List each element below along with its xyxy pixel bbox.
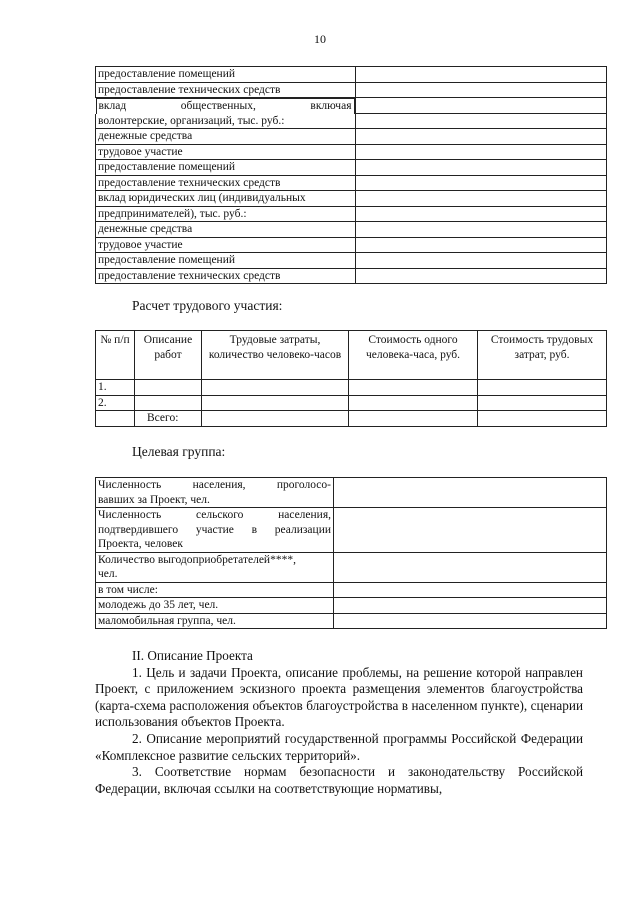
row-label: предпринимателей), тыс. руб.: <box>96 206 356 222</box>
table-row <box>96 175 607 191</box>
row-label-word: общественных, <box>180 100 256 112</box>
project-description-section <box>95 648 583 797</box>
row-label-word: вклад <box>98 100 127 112</box>
table-row <box>96 129 607 145</box>
row-label <box>96 478 334 508</box>
table-header-row <box>96 331 607 380</box>
target-group-table <box>95 477 607 629</box>
row-label: предоставление технических средств <box>96 268 356 284</box>
value-cell <box>334 478 607 508</box>
table-row <box>96 67 607 83</box>
target-group-heading: Целевая группа: <box>132 444 226 459</box>
table-row <box>96 613 607 629</box>
value-cell <box>355 191 607 207</box>
table-row <box>96 237 607 253</box>
value-cell <box>334 552 607 582</box>
row-label-line: Количество выгодоприобретателей****, <box>98 553 296 566</box>
value-cell <box>334 582 607 598</box>
row-label-line: Проекта, человек <box>98 538 183 550</box>
cell <box>202 411 349 427</box>
cell <box>135 395 202 411</box>
value-cell <box>334 508 607 553</box>
row-label-line: подтвердившего участие в реализации <box>98 523 331 536</box>
row-label: предоставление помещений <box>96 160 356 176</box>
value-cell <box>334 613 607 629</box>
labor-table <box>95 330 607 427</box>
section-title: II. Описание Проекта <box>132 648 253 663</box>
table-row <box>96 508 607 553</box>
row-number: 2. <box>96 395 135 411</box>
paragraph: 2. Описание мероприятий государственной программы Российской Федерации «Комплексное развитие сельских территорий». <box>95 730 583 763</box>
row-label: вклад юридических лиц (индивидуальных <box>96 191 356 207</box>
row-label: денежные средства <box>96 129 356 145</box>
row-label: предоставление помещений <box>96 67 356 83</box>
table-row <box>96 411 607 427</box>
row-label-line: Численность населения, проголосо- <box>98 479 331 491</box>
value-cell <box>334 598 607 614</box>
row-number: 1. <box>96 380 135 396</box>
table-row <box>96 144 607 160</box>
value-cell <box>355 222 607 238</box>
col-header-hour-cost: Стоимость одного человека-часа, руб. <box>349 331 478 380</box>
row-label: волонтерские, организаций, тыс. руб.: <box>96 114 356 129</box>
col-header-number: № п/п <box>96 331 135 380</box>
row-label-word: включая <box>310 100 352 112</box>
paragraph: 3. Соответствие нормам безопасности и законодательству Российской Федерации, включая ссылки на соответствующие нормативы, <box>95 764 583 796</box>
value-cell <box>355 98 607 114</box>
cell <box>478 395 607 411</box>
row-label-line: чел. <box>98 568 118 580</box>
cell <box>135 380 202 396</box>
table-row <box>96 98 607 114</box>
value-cell <box>355 253 607 269</box>
table-row <box>96 598 607 614</box>
value-cell <box>355 206 607 222</box>
row-label <box>96 98 355 114</box>
value-cell <box>355 129 607 145</box>
cell <box>349 395 478 411</box>
cell <box>202 395 349 411</box>
page-number: 10 <box>314 32 326 46</box>
value-cell <box>355 144 607 160</box>
cell <box>349 411 478 427</box>
row-label <box>96 508 334 553</box>
row-label: молодежь до 35 лет, чел. <box>96 598 334 614</box>
table-row <box>96 160 607 176</box>
total-label: Всего: <box>135 411 202 427</box>
table-row <box>96 82 607 98</box>
cell <box>478 411 607 427</box>
value-cell <box>355 160 607 176</box>
table-row <box>96 582 607 598</box>
row-label-line: Численность сельского населения, <box>98 509 331 521</box>
col-header-description: Описание работ <box>135 331 202 380</box>
table-row <box>96 380 607 396</box>
row-label <box>96 552 334 582</box>
table-row <box>96 478 607 508</box>
cell <box>96 411 135 427</box>
contributions-table <box>95 66 607 284</box>
value-cell <box>355 67 607 83</box>
value-cell <box>355 237 607 253</box>
table-row <box>96 206 607 222</box>
table-row <box>96 395 607 411</box>
value-cell <box>355 82 607 98</box>
table-row <box>96 114 607 129</box>
table-row <box>96 552 607 582</box>
table-row <box>96 268 607 284</box>
row-label: трудовое участие <box>96 144 356 160</box>
col-header-total-cost: Стоимость трудовых затрат, руб. <box>478 331 607 380</box>
cell <box>478 380 607 396</box>
row-label: денежные средства <box>96 222 356 238</box>
row-label: предоставление помещений <box>96 253 356 269</box>
row-label: в том числе: <box>96 582 334 598</box>
value-cell <box>355 175 607 191</box>
cell <box>349 380 478 396</box>
table-row <box>96 191 607 207</box>
value-cell <box>355 114 607 129</box>
row-label: трудовое участие <box>96 237 356 253</box>
cell <box>202 380 349 396</box>
value-cell <box>355 268 607 284</box>
col-header-labor-hours: Трудовые затраты, количество человеко-часов <box>202 331 349 380</box>
row-label-line: вавших за Проект, чел. <box>98 493 210 506</box>
paragraph: 1. Цель и задачи Проекта, описание проблемы, на решение которой направлен Проект, с приложением эскизного проекта размещения элементов благоустройства (карта-схема расположения объектов благоустройства в населенном пункте), сценарии использования объектов Проекта. <box>95 664 583 730</box>
labor-heading: Расчет трудового участия: <box>132 298 283 313</box>
row-label: предоставление технических средств <box>96 82 356 98</box>
table-row <box>96 253 607 269</box>
row-label: предоставление технических средств <box>96 175 356 191</box>
table-row <box>96 222 607 238</box>
row-label: маломобильная группа, чел. <box>96 613 334 629</box>
